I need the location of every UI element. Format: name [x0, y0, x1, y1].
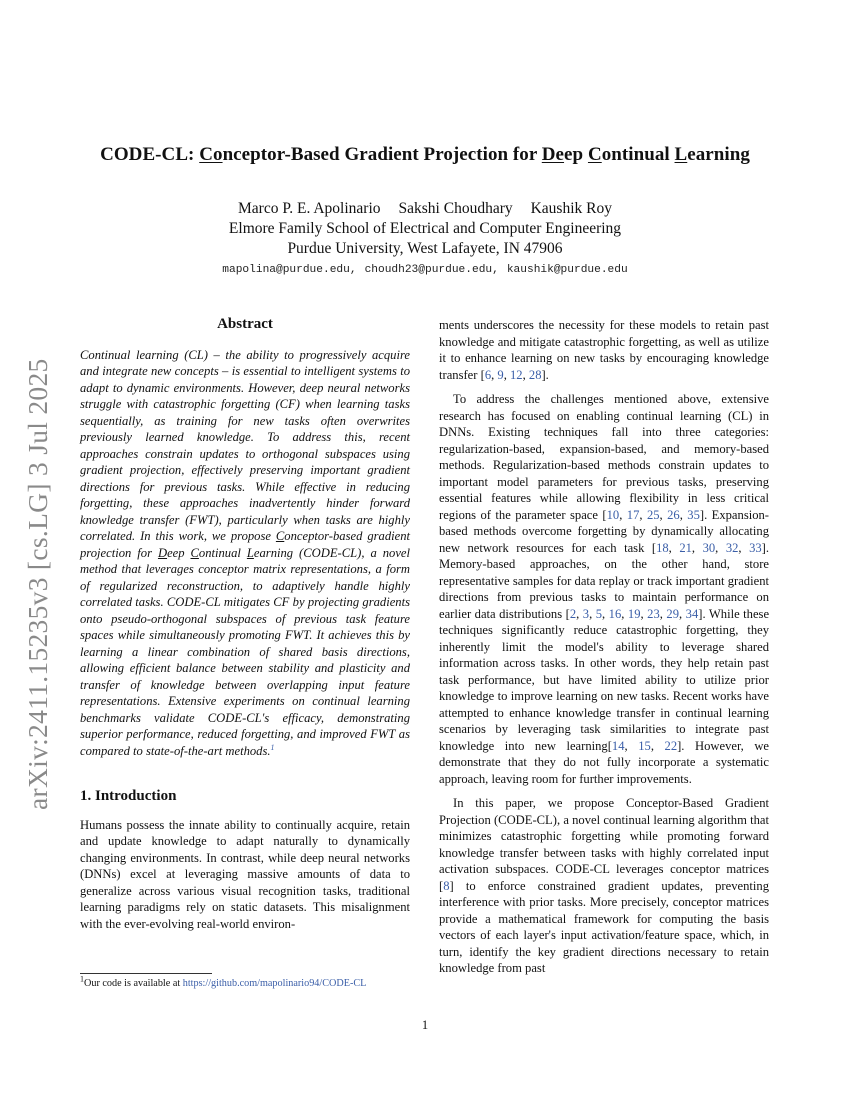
- citation-link[interactable]: 32: [725, 540, 739, 555]
- citation-link[interactable]: 29: [666, 606, 680, 621]
- citation-link[interactable]: 8: [443, 878, 450, 893]
- author-name: Sakshi Choudhary: [398, 200, 513, 217]
- body-paragraph: ments underscores the necessity for these models to retain past knowledge and mitigate catastrophic forgetting, as well as utilize it to enhance learning on new tasks by encouraging knowledge transfer [6, 9, 12, 28].: [439, 318, 769, 382]
- email[interactable]: choudh23@purdue.edu,: [364, 264, 499, 276]
- footnote-link[interactable]: 1: [270, 742, 275, 752]
- citation-link[interactable]: 34: [685, 606, 699, 621]
- paper-title: CODE-CL: Conceptor-Based Gradient Projection for Deep Continual Learning: [100, 144, 750, 165]
- author-name: Kaushik Roy: [530, 200, 612, 217]
- email[interactable]: kaushik@purdue.edu: [506, 264, 628, 276]
- citation-link[interactable]: 6: [484, 367, 492, 382]
- citation-link[interactable]: 3: [582, 606, 590, 621]
- right-column: [439, 317, 769, 977]
- citation-link[interactable]: 30: [702, 540, 716, 555]
- citation-link[interactable]: 22: [664, 738, 678, 753]
- body-paragraph: To address the challenges mentioned above, extensive research has focused on enabling continual learning (CL) in DNNs. Existing techniques fall into three categories: regularization-based, expansion-based, and memory-based methods. Regularization-based methods constrain updates to important model parameters for previous tasks, preserving essential features while allowing flexibility in less critical regions of the parameter space [10, 17, 25, 26, 35]. Expansion-based methods overcome forgetting by dynamically allocating new network resources for each task [18, 21, 30, 32, 33]. Memory-based approaches, on the other hand, store representative samples for data replay or track important gradient directions from previous tasks to maintain performance on earlier data distributions [2, 3, 5, 16, 19, 23, 29, 34]. While these techniques significantly reduce catastrophic forgetting, they inherently limit the model's ability to leverage shared information across tasks. In other words, they help retain past task performance, but have limited ability to utilize prior knowledge to improve learning on new tasks. Recent works have attempted to enhance knowledge transfer in continual learning scenarios by leveraging task similarities to integrate past knowledge into new learning[14, 15, 22]. However, we demonstrate that they do not fully incorporate a systematic approach, leaving room for further improvements.: [439, 392, 770, 786]
- citation-link[interactable]: 5: [595, 606, 603, 621]
- page-number: 1: [421, 1018, 429, 1032]
- citation-link[interactable]: 10: [606, 507, 620, 522]
- footnote: [80, 973, 410, 990]
- citation-link[interactable]: 26: [667, 507, 680, 522]
- left-column: [80, 312, 410, 932]
- citation-link[interactable]: 35: [687, 507, 700, 522]
- author-name: Marco P. E. Apolinario: [238, 200, 381, 217]
- section-heading-introduction: 1. Introduction: [80, 788, 177, 804]
- citation-link[interactable]: 16: [608, 606, 622, 621]
- affiliation-line: Elmore Family School of Electrical and Computer Engineering: [228, 220, 622, 237]
- email[interactable]: mapolina@purdue.edu,: [222, 264, 357, 276]
- citation-link[interactable]: 9: [497, 367, 504, 382]
- footnote-text: Our code is available at: [84, 978, 183, 989]
- author-emails: [0, 260, 850, 280]
- affiliation-line: Purdue University, West Lafayete, IN 47906: [287, 240, 563, 257]
- footnote-mark: 1: [80, 974, 84, 984]
- footnote-rule: [80, 973, 212, 974]
- citation-link[interactable]: 17: [626, 507, 640, 522]
- citation-link[interactable]: 19: [627, 606, 641, 621]
- intro-paragraph: Humans possess the innate ability to continually acquire, retain and update knowledge to adapt naturally to dynamically changing environments. In contrast, while deep neural networks (DNNs) excel at leveraging massive amounts of data to generalize across various visual recognition tasks, traditional learning paradigms rely on static datasets. This misalignment with the ever-evolving real-world environ-: [80, 817, 410, 931]
- code-repo-link[interactable]: https://github.com/mapolinario94/CODE-CL: [182, 978, 367, 989]
- citation-link[interactable]: 12: [510, 367, 523, 382]
- abstract-text: Continual learning (CL) – the ability to progressively acquire and integrate new concepts – is essential to intelligent systems to adapt to dynamic environments. However, deep neural networks struggle with catastrophic forgetting (CF) when learning tasks sequentially, as training for new tasks often overwrites previously learned knowledge. To address this, recent approaches constrain updates to orthogonal subspaces using gradient projection, effectively preserving important gradient directions for previous tasks. While effective in reducing forgetting, these approaches inadvertently hinder forward knowledge transfer (FWT), particularly when tasks are highly correlated. In this work, we propose Conceptor-based gradient projection for Deep Continual Learning (CODE-CL), a novel method that leverages conceptor matrix representations, a form of regularized reconstruction, to adaptively handle highly correlated tasks. CODE-CL mitigates CF by projecting gradients onto pseudo-orthogonal subspaces of previous task feature spaces while simultaneously promoting FWT. It achieves this by learning a linear combination of shared basis directions, allowing efficient balance between stability and plasticity and transfer of knowledge between overlapping input feature representations. Extensive experiments on continual learning benchmarks validate CODE-CL's efficacy, demonstrating superior performance, reduced forgetting, and improved FWT as compared to state-of-the-art methods.$^1$: [80, 347, 410, 758]
- citation-link[interactable]: 18: [656, 540, 669, 555]
- citation-link[interactable]: 15: [638, 738, 651, 753]
- citation-link[interactable]: 2: [569, 606, 577, 621]
- citation-link[interactable]: 33: [749, 540, 762, 555]
- abstract-heading: Abstract: [217, 316, 273, 332]
- citation-link[interactable]: 28: [528, 367, 542, 382]
- citation-link[interactable]: 25: [646, 507, 660, 522]
- author-names: [0, 199, 850, 219]
- citation-link[interactable]: 21: [679, 540, 692, 555]
- author-block: [0, 199, 850, 280]
- arxiv-stamp: arXiv:2411.15235v3 [cs.LG] 3 Jul 2025: [22, 358, 53, 810]
- citation-link[interactable]: 14: [611, 738, 625, 753]
- citation-link[interactable]: 23: [647, 606, 660, 621]
- body-paragraph: In this paper, we propose Conceptor-Based Gradient Projection (CODE-CL), a novel continual learning algorithm that minimizes catastrophic forgetting while promoting forward knowledge transfer between tasks with highly correlated input activation subspaces. CODE-CL leverages conceptor matrices [8] to enforce constrained gradient updates, preventing interference with prior tasks. More precisely, conceptor matrices provide a mathematical framework for computing the basis vectors of each layer's input activation/feature space, which, in turn, identify the key gradient directions necessary to retain knowledge from past: [439, 796, 769, 975]
